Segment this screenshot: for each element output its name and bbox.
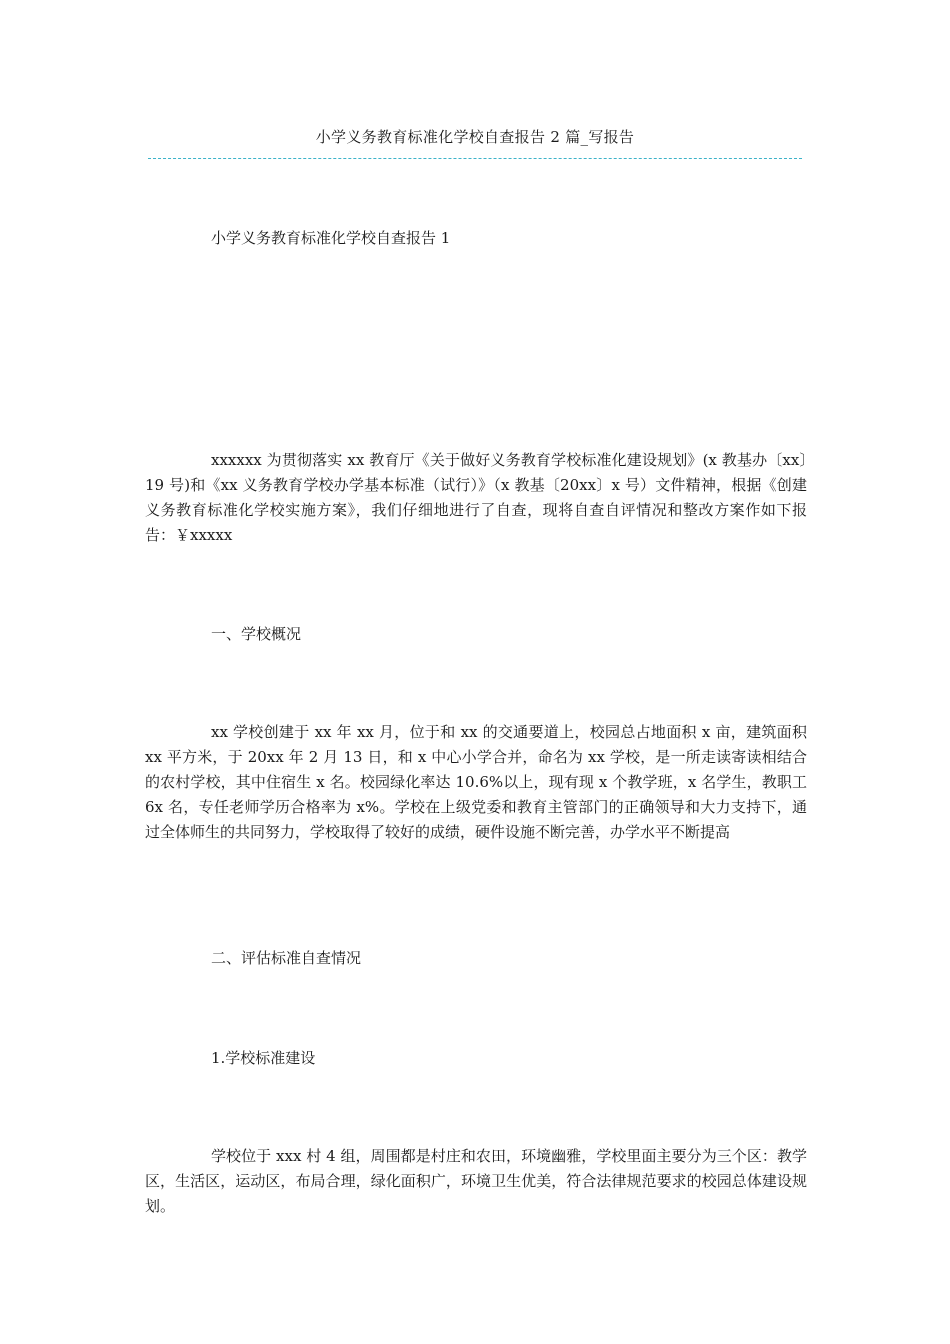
section-1-paragraph: xx 学校创建于 xx 年 xx 月，位于和 xx 的交通要道上，校园总占地面积 x 亩，建筑面积 xx 平方米，于 20xx 年 2 月 13 日，和 x 中心小学合并，命名为 xx 学校，是一所走读寄读相结合的农村学校，其中住宿生 x 名。校园绿化率达 10.6%以上，现有现 x 个教学班，x 名学生，教职工 6x 名，专任老师学历合格率为 x%。学校在上级党委和教育主管部门的正确领导和大力支持下，通过全体师生的共同努力，学校取得了较好的成绩，硬件设施不断完善，办学水平不断提高 bbox=[145, 723, 807, 841]
subsection-1-paragraph: 学校位于 xxx 村 4 组，周围都是村庄和农田，环境幽雅，学校里面主要分为三个区：教学区，生活区，运动区，布局合理，绿化面积广，环境卫生优美，符合法律规范要求的校园总体建设规划。 bbox=[145, 1147, 807, 1215]
title-divider bbox=[148, 158, 802, 159]
section-2-heading: 二、评估标准自查情况 bbox=[211, 949, 362, 967]
subsection-1-heading: 1.学校标准建设 bbox=[211, 1049, 316, 1067]
intro-paragraph: xxxxxx 为贯彻落实 xx 教育厅《关于做好义务教育学校标准化建设规划》(x 教基办〔xx〕19 号)和《xx 义务教育学校办学基本标准（试行）》（x 教基〔20xx〕x 号）文件精神，根据《创建义务教育标准化学校实施方案》，我们仔细地进行了自查，现将自查自评情况和整改方案作如下报告：￥xxxxx bbox=[145, 451, 807, 544]
report-heading: 小学义务教育标准化学校自查报告 1 bbox=[211, 229, 451, 247]
section-1-heading: 一、学校概况 bbox=[211, 625, 302, 643]
document-title: 小学义务教育标准化学校自查报告 2 篇_写报告 bbox=[315, 128, 635, 146]
